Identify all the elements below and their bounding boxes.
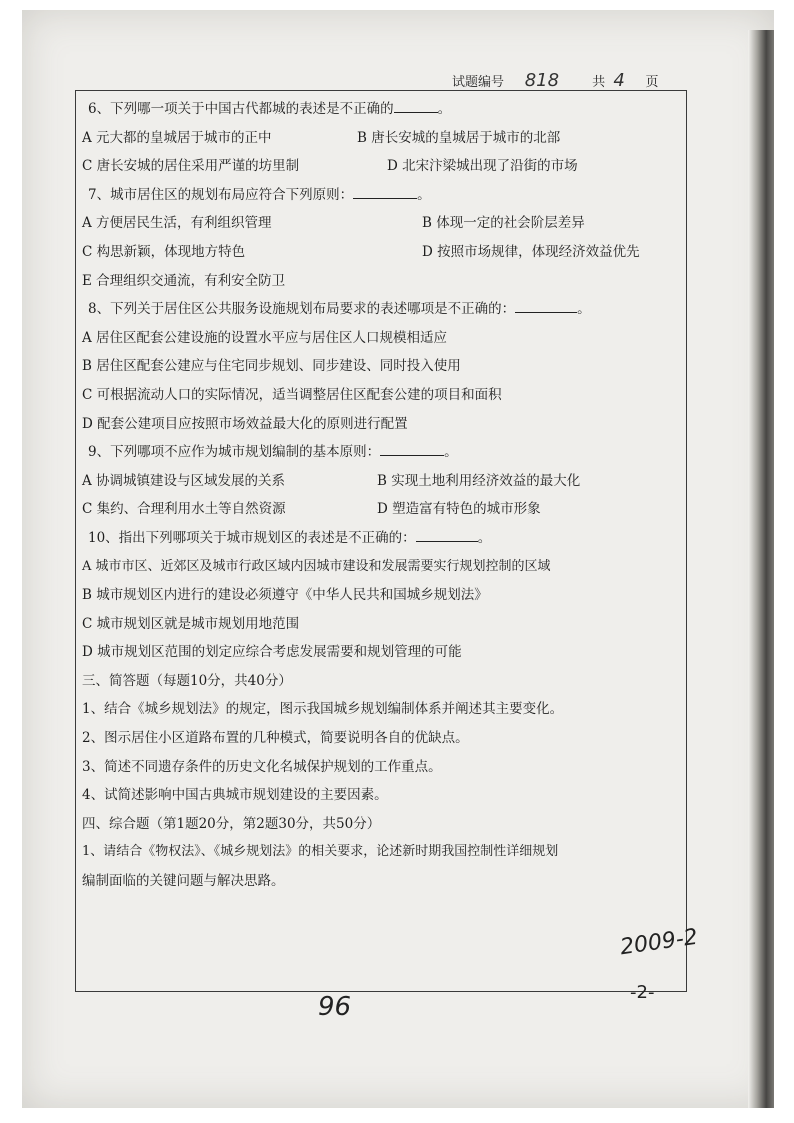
question-10-stem: 10、指出下列哪项关于城市规划区的表述是不正确的： 。 xyxy=(82,524,682,553)
option-a: A 方便居民生活，有利组织管理 xyxy=(82,215,272,232)
question-6-stem: 6、下列哪一项关于中国古代都城的表述是不正确的 。 xyxy=(82,95,682,124)
option-a: A 元大都的皇城居于城市的正中 xyxy=(82,129,272,146)
question-7-options-row-1 xyxy=(82,209,682,238)
option-a: A 协调城镇建设与区域发展的关系 xyxy=(82,472,286,489)
section-3-item-1: 1、结合《城乡规划法》的规定，图示我国城乡规划编制体系并阐述其主要变化。 xyxy=(82,701,564,718)
book-spine-shadow xyxy=(748,30,774,1108)
question-9-options-row-1 xyxy=(82,467,682,496)
total-suffix: 页 xyxy=(645,75,659,90)
section-4-item-1-line-2: 编制面临的关键问题与解决思路。 xyxy=(82,873,285,890)
section-3-item-2: 2、图示居住小区道路布置的几种模式，简要说明各自的优缺点。 xyxy=(82,730,469,747)
section-4-item-1-line-1: 1、请结合《物权法》、《城乡规划法》的相关要求，论述新时期我国控制性详细规划 xyxy=(82,844,559,860)
option-c: C 构思新颖，体现地方特色 xyxy=(82,243,246,260)
handwritten-number: 96 xyxy=(318,992,352,1022)
answer-blank xyxy=(416,527,478,542)
question-7-options-row-2 xyxy=(82,238,682,267)
question-6-options-row-2 xyxy=(82,152,682,181)
exam-header xyxy=(452,70,659,91)
option-d: D 按照市场规律，体现经济效益优先 xyxy=(422,243,640,260)
answer-blank xyxy=(380,441,444,456)
question-8-option-d: D 配套公建项目应按照市场效益最大化的原则进行配置 xyxy=(82,415,408,432)
question-7-option-e: E 合理组织交通流，有利安全防卫 xyxy=(82,272,286,289)
question-8-stem: 8、下列关于居住区公共服务设施规划布局要求的表述哪项是不正确的： 。 xyxy=(82,295,682,324)
option-d: D 北宋汴梁城出现了沿街的市场 xyxy=(387,158,578,175)
exam-content xyxy=(82,95,682,896)
section-4-title: 四、综合题（第1题20分，第2题30分，共50分） xyxy=(82,815,381,832)
exam-code: 818 xyxy=(524,70,560,91)
question-8-option-b: B 居住区配套公建应与住宅同步规划、同步建设、同时投入使用 xyxy=(82,358,461,375)
question-10-option-c: C 城市规划区就是城市规划用地范围 xyxy=(82,615,300,632)
total-pages: 4 xyxy=(613,70,625,91)
question-8-option-c: C 可根据流动人口的实际情况，适当调整居住区配套公建的项目和面积 xyxy=(82,386,502,403)
answer-blank xyxy=(515,298,577,313)
total-prefix: 共 xyxy=(592,75,606,90)
question-10-option-d: D 城市规划区范围的划定应综合考虑发展需要和规划管理的可能 xyxy=(82,644,462,661)
question-8-option-a: A 居住区配套公建设施的设置水平应与居住区人口规模相适应 xyxy=(82,329,448,346)
page-number: -2- xyxy=(630,982,655,1003)
option-d: D 塑造富有特色的城市形象 xyxy=(377,501,541,518)
question-9-options-row-2 xyxy=(82,495,682,524)
option-b: B 实现土地利用经济效益的最大化 xyxy=(377,472,581,489)
question-9-stem: 9、下列哪项不应作为城市规划编制的基本原则： 。 xyxy=(82,438,682,467)
question-6-options-row-1 xyxy=(82,124,682,153)
section-3-item-3: 3、简述不同遗存条件的历史文化名城保护规划的工作重点。 xyxy=(82,758,442,775)
section-3-title: 三、简答题（每题10分，共40分） xyxy=(82,672,292,689)
answer-blank xyxy=(394,98,438,113)
question-10-option-a: A 城市市区、近郊区及城市行政区域内因城市建设和发展需要实行规划控制的区域 xyxy=(82,558,551,574)
section-3-item-4: 4、试简述影响中国古典城市规划建设的主要因素。 xyxy=(82,787,388,804)
exam-code-label: 试题编号 xyxy=(452,75,505,90)
question-10-option-b: B 城市规划区内进行的建设必须遵守《中华人民共和国城乡规划法》 xyxy=(82,587,488,604)
handwritten-date: 2009-2 xyxy=(618,924,700,961)
answer-blank xyxy=(353,184,417,199)
option-b: B 体现一定的社会阶层差异 xyxy=(422,215,585,232)
option-c: C 唐长安城的居住采用严谨的坊里制 xyxy=(82,158,300,175)
question-7-stem: 7、城市居住区的规划布局应符合下列原则： 。 xyxy=(82,181,682,210)
option-b: B 唐长安城的皇城居于城市的北部 xyxy=(357,129,561,146)
option-c: C 集约、合理利用水土等自然资源 xyxy=(82,501,286,518)
